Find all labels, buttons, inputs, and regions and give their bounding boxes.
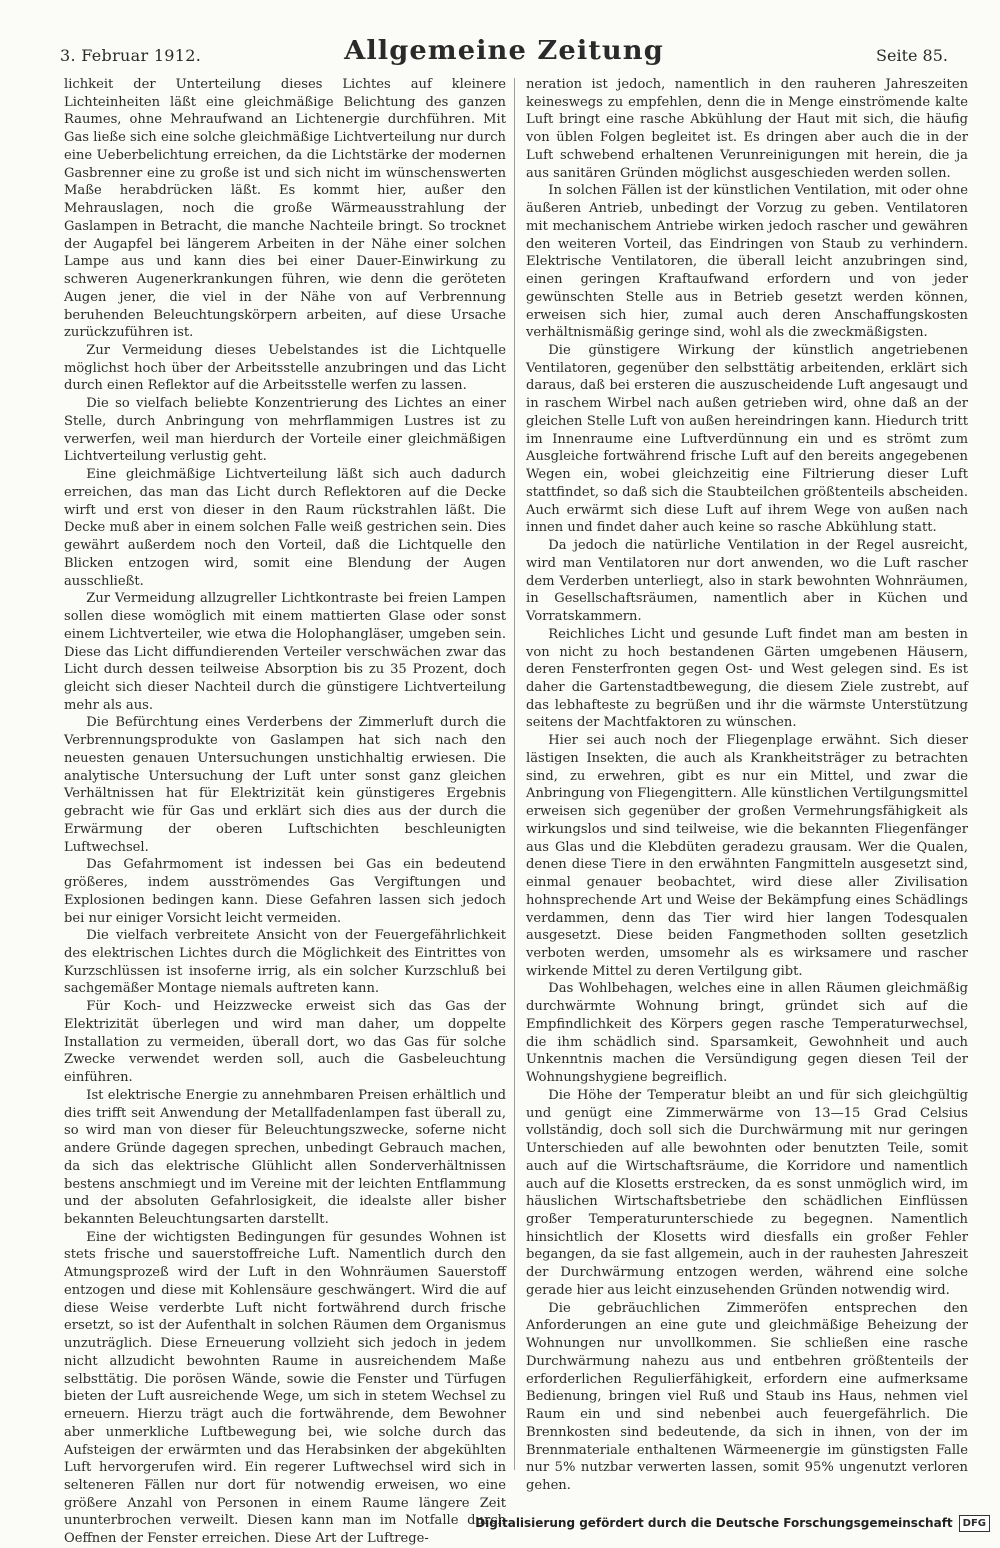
paragraph: Reichliches Licht und gesunde Luft findet man am besten in von nicht zu hoch bestandenen Gärten umgebenen Häusern, deren Fensterfronten gegen Ost- und West gelegen sind. Es ist daher die Gartenstadtbewegung, die diesem Ziele zustrebt, auf das lebhafteste zu begrüßen und ihr die wärmste Unterstützung seitens der Machtfaktoren zu wünschen. bbox=[526, 626, 968, 731]
dfg-logo: DFG bbox=[959, 1515, 990, 1532]
paragraph: Die günstigere Wirkung der künstlich angetriebenen Ventilatoren, gegenüber den selbsttätig arbeitenden, erklärt sich daraus, daß bei ersteren die auszuscheidende Luft angesaugt und in raschem Wirbel nach außen getrieben wird, ohne daß an der gleichen Stelle Luft von außen hereindringen kann. Hiedurch tritt im Innenraume eine Luftverdünnung ein und es strömt zum Ausgleiche fortwährend frische Luft auf den bereits angegebenen Wegen ein, wobei gleichzeitig eine Filtrierung dieser Luft stattfindet, so daß sich die Staubteilchen größtenteils abscheiden. Auch erwärmt sich diese Luft auf ihrem Wege von außen nach innen und findet daher auch keine so rasche Abkühlung statt. bbox=[526, 343, 968, 536]
paragraph: Die Befürchtung eines Verderbens der Zimmerluft durch die Verbrennungsprodukte von Gaslampen hat sich nach den neuesten genauen Untersuchungen unstichhaltig erwiesen. Die analytische Untersuchung der Luft unter sonst ganz gleichen Verhältnissen hat für Elektrizität kein günstigeres Ergebnis gebracht wie für Gas und erklärt sich dies aus der durch die Erwärmung der oberen Luftschichten beschleunigten Luftwechsel. bbox=[64, 715, 506, 855]
footer-credit: Digitalisierung gefördert durch die Deutsche Forschungsgemeinschaft bbox=[475, 1516, 953, 1530]
paragraph: Die Höhe der Temperatur bleibt an und für sich gleichgültig und genügt eine Zimmerwärme von 13—15 Grad Celsius vollständig, doch soll sich die Durchwärmung mit nur geringen Unterschieden auf alle bewohnten oder benutzten Teile, somit auch auf die Wirtschaftsräume, die Korridore und namentlich auch auf die Klosetts erstrecken, da es sonst unmöglich wird, im häuslichen Wirtschaftsbetriebe den schädlichen Einflüssen großer Temperaturunterschiede zu begegnen. Namentlich hinsichtlich der Klosetts wird diesfalls ein großer Fehler begangen, da sie fast allgemein, auch in der rauhesten Jahreszeit der Durchwärmung entzogen werden, während eine solche gerade hier aus leicht einzusehenden Gründen notwendig wird. bbox=[526, 1087, 968, 1298]
right-column bbox=[526, 76, 968, 1494]
page-header bbox=[60, 36, 948, 76]
paragraph: Eine gleichmäßige Lichtverteilung läßt sich auch dadurch erreichen, das man das Licht durch Reflektoren auf die Decke wirft und erst von dieser in den Raum rückstrahlen läßt. Die Decke muß aber in einem solchen Falle weiß gestrichen sein. Dies gewährt außerdem noch den Vorteil, daß die Lichtquelle den Blicken entzogen wird, somit eine Blendung der Augen ausschließt. bbox=[64, 467, 506, 589]
paragraph: Die gebräuchlichen Zimmeröfen entsprechen den Anforderungen an eine gute und gleichmäßige Beheizung der Wohnungen nur unvollkommen. Sie schließen eine rasche Durchwärmung nahezu aus und entbehren größtenteils der erforderlichen Regulierfähigkeit, erfordern eine aufmerksame Bedienung, bringen viel Ruß und Staub ins Haus, nehmen viel Raum ein und sind nebenbei auch feuergefährlich. Die Brennkosten sind bedeutende, da sich in ihnen, von der im Brennmateriale enthaltenen Wärmeenergie im günstigsten Falle nur 5% nutzbar verwerten lassen, somit 95% ungenutzt verloren gehen. bbox=[526, 1300, 968, 1494]
paragraph: Hier sei auch noch der Fliegenplage erwähnt. Sich dieser lästigen Insekten, die auch als Krankheitsträger zu betrachten sind, zu erwehren, gibt es nur ein Mittel, und zwar die Anbringung von Fliegengittern. Alle künstlichen Vertilgungsmittel erweisen sich gegenüber der großen Vermehrungsfähigkeit als wirkungslos und sind teilweise, wie die bekannten Fliegenfänger aus Glas und die Klebdüten geradezu grausam. Wer die Qualen, denen diese Tiere in den erwähnten Fangmitteln ausgesetzt sind, einmal genauer beobachtet, wird diese aller Zivilisation hohnsprechende Art und Weise der Bekämpfung eines Schädlings verdammen, denn das Tier wird hier langen Todesqualen ausgesetzt. Diese beiden Fangmethoden sollten gesetzlich verboten werden, umsomehr als es wirksamere und rascher wirkende Mittel zu deren Vertilgung gibt. bbox=[526, 733, 968, 979]
paragraph: In solchen Fällen ist der künstlichen Ventilation, mit oder ohne äußeren Antrieb, unbedingt der Vorzug zu geben. Ventilatoren mit mechanischem Antriebe wirken jedoch rascher und gewähren den weiteren Vorteil, das Eindringen von Staub zu verhindern. Elektrische Ventilatoren, die überall leicht anzubringen sind, einen geringen Kraftaufwand erfordern und von jeder gewünschten Stelle aus in Betrieb gesetzt werden können, erweisen sich hier, zumal auch deren Anschaffungskosten verhältnismäßig geringe sind, wohl als die zweckmäßigsten. bbox=[526, 183, 968, 341]
digitization-footer bbox=[475, 1513, 990, 1533]
newspaper-title: Allgemeine Zeitung bbox=[344, 36, 664, 66]
paragraph: Die vielfach verbreitete Ansicht von der Feuergefährlichkeit des elektrischen Lichtes durch die Möglichkeit des Eintrittes von Kurzschlüssen ist insoferne irrig, als ein solcher Kurzschluß bei sachgemäßer Montage niemals auftreten kann. bbox=[64, 928, 506, 997]
paragraph: Für Koch- und Heizzwecke erweist sich das Gas der Elektrizität überlegen und wird man daher, um doppelte Installation zu vermeiden, überall dort, wo das Gas für solche Zwecke verwendet werden soll, auch die Gasbeleuchtung einführen. bbox=[64, 999, 506, 1086]
paragraph: Das Wohlbehagen, welches eine in allen Räumen gleichmäßig durchwärmte Wohnung bringt, gründet sich auf die Empfindlichkeit des Körpers gegen rasche Temperaturwechsel, die ihm schädlich sind. Sparsamkeit, Gewohnheit und auch Unkenntnis machen die Versündigung gegen diesen Teil der Wohnungshygiene begreiflich. bbox=[526, 981, 968, 1086]
paragraph: Da jedoch die natürliche Ventilation in der Regel ausreicht, wird man Ventilatoren nur dort anwenden, wo die Luft rascher dem Verderben unterliegt, also in stark bewohnten Wohnräumen, in Gesellschaftsräumen, namentlich aber in Küchen und Vorratskammern. bbox=[526, 538, 968, 625]
column-divider bbox=[514, 78, 515, 1470]
left-column bbox=[64, 76, 506, 1547]
paragraph: Zur Vermeidung dieses Uebelstandes ist die Lichtquelle möglichst hoch über der Arbeitsstelle anzubringen und das Licht durch einen Reflektor auf die Arbeitsstelle werfen zu lassen. bbox=[64, 343, 506, 394]
paragraph: Die so vielfach beliebte Konzentrierung des Lichtes an einer Stelle, durch Anbringung von mehrflammigen Lustres ist zu verwerfen, weil man hierdurch der Vorteile einer gleichmäßigen Lichtverteilung verlustig geht. bbox=[64, 396, 506, 465]
paragraph: neration ist jedoch, namentlich in den rauheren Jahreszeiten keineswegs zu empfehlen, denn die in Menge einströmende kalte Luft bringt eine rasche Abkühlung der Haut mit sich, die häufig von üblen Folgen begleitet ist. Es dringen aber auch die in der Luft schwebend erhaltenen Verunreinigungen mit herein, die ja aus sanitären Gründen möglichst ausgeschieden werden sollen. bbox=[526, 77, 968, 181]
paragraph: Zur Vermeidung allzugreller Lichtkontraste bei freien Lampen sollen diese womöglich mit einem mattierten Glase oder sonst einem Lichtverteiler, wie etwa die Holophangläser, umgeben sein. Diese das Licht diffundierenden Verteiler verschwächen zwar das Licht durch dessen teilweise Absorption bis zu 35 Prozent, doch gleicht sich dieser Nachteil durch die günstigere Lichtverteilung mehr als aus. bbox=[64, 591, 506, 713]
header-date: 3. Februar 1912. bbox=[60, 46, 202, 65]
paragraph: Ist elektrische Energie zu annehmbaren Preisen erhältlich und dies trifft seit Anwendung der Metallfadenlampen fast überall zu, so wird man von dieser für Beleuchtungszwecke, soferne nicht andere Gründe dagegen sprechen, unbedingt Gebrauch machen, da sich das elektrische Glühlicht allen Sonderverhältnissen bestens anschmiegt und im Vereine mit der leichten Entflammung und der absoluten Gefahrlosigkeit, die idealste aller bisher bekannten Beleuchtungsarten darstellt. bbox=[64, 1087, 506, 1227]
paragraph: Eine der wichtigsten Bedingungen für gesundes Wohnen ist stets frische und sauerstoffreiche Luft. Namentlich durch den Atmungsprozeß wird der Luft in den Wohnräumen Sauerstoff entzogen und diese mit Kohlensäure geschwängert. Wird die auf diese Weise verderbte Luft nicht fortwährend durch frische ersetzt, so ist der Aufenthalt in solchen Räumen dem Organismus unzuträglich. Diese Erneuerung vollzieht sich jedoch in jedem nicht allzudicht bewohnten Raume in ausreichendem Maße selbsttätig. Die porösen Wände, sowie die Fenster und Türfugen bieten der Luft ausreichende Wege, um sich in stetem Wechsel zu erneuern. Hierzu trägt auch die fortwährende, dem Bewohner aber unmerkliche Luftbewegung bei, wie solche durch das Aufsteigen der erwärmten und das Herabsinken der abgekühlten Luft hervorgerufen wird. Ein regerer Luftwechsel wird sich in selteneren Fällen nur dort für notwendig erweisen, wo eine größere Anzahl von Personen in einem Raume längere Zeit ununterbrochen verweilt. Diesen kann man im Notfalle durch Oeffnen der Fenster erreichen. Diese Art der Luftrege- bbox=[64, 1229, 506, 1547]
paragraph: lichkeit der Unterteilung dieses Lichtes auf kleinere Lichteinheiten läßt eine gleichmäßige Belichtung des ganzen Raumes, ohne Mehraufwand an Lichtenergie durchführen. Mit Gas ließe sich eine solche gleichmäßige Lichtverteilung nur durch eine Ueberbelichtung erreichen, da die Lichtstärke der modernen Gasbrenner eine zu große ist und sich nicht im wünschenswerten Maße herabdrücken läßt. Es kommt hier, außer den Mehrauslagen, noch die große Wärmeausstrahlung der Gaslampen in Betracht, die manche Nachteile bringt. So trocknet der Augapfel bei längerem Arbeiten in der Nähe einer solchen Lampe aus und kann dies bei einer Dauer-Einwirkung zu schweren Augenerkrankungen führen, wie denn die geröteten Augen jener, die viel in der Nähe von auf Verbrennung beruhenden Beleuchtungskörpern arbeiten, auf diese Ursache zurückzuführen ist. bbox=[64, 77, 506, 341]
paragraph: Das Gefahrmoment ist indessen bei Gas ein bedeutend größeres, indem ausströmendes Gas Vergiftungen und Explosionen bedingen kann. Diese Gefahren lassen sich jedoch bei nur einiger Vorsicht leicht vermeiden. bbox=[64, 857, 506, 926]
page-number: Seite 85. bbox=[876, 46, 948, 65]
